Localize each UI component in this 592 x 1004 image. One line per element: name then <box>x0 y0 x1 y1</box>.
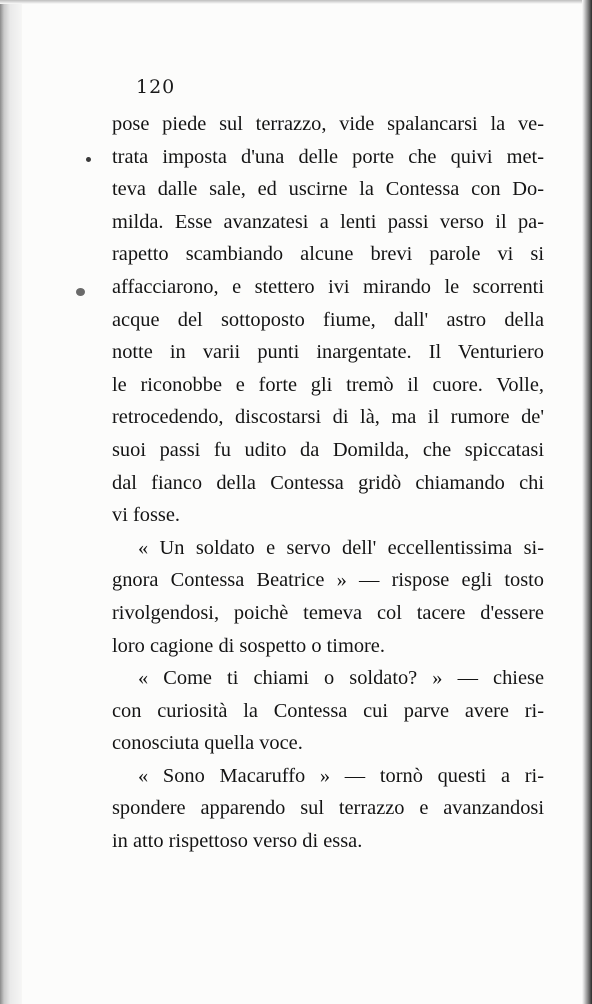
text-line: affacciarono, e stettero ivi mirando le scorrenti <box>112 275 544 298</box>
text-line: in atto rispettoso verso di essa. <box>112 830 363 853</box>
text-line: retrocedendo, discostarsi di là, ma il rumore de' <box>112 406 544 429</box>
text-line: con curiosità la Contessa cui parve avere ri- <box>112 699 544 722</box>
page-top-edge <box>0 0 592 4</box>
text-line: loro cagione di sospetto o timore. <box>112 634 385 657</box>
text-line: pose piede sul terrazzo, vide spalancarsi la ve- <box>112 113 544 135</box>
text-line: rivolgendosi, poichè temeva col tacere d'essere <box>112 601 544 624</box>
text-line: « Un soldato e servo dell' eccellentissima si- <box>138 536 544 559</box>
text-line: « Sono Macaruffo » — tornò questi a ri- <box>138 764 544 787</box>
text-line: conosciuta quella voce. <box>112 732 303 755</box>
body-text <box>112 108 544 858</box>
page-gutter-shadow <box>0 0 22 1004</box>
text-line: notte in varii punti inargentate. Il Venturiero <box>112 341 544 364</box>
text-line: gnora Contessa Beatrice » — rispose egli tosto <box>112 569 544 592</box>
page-number: 120 <box>136 76 176 98</box>
text-line: rapetto scambiando alcune brevi parole vi si <box>112 243 544 266</box>
text-line: milda. Esse avanzatesi a lenti passi verso il pa- <box>112 210 544 233</box>
text-line: dal fianco della Contessa gridò chiamando chi <box>112 471 544 494</box>
text-line: spondere apparendo sul terrazzo e avanzandosi <box>112 797 544 820</box>
text-line: vi fosse. <box>112 504 180 527</box>
text-line: « Come ti chiami o soldato? » — chiese <box>138 667 544 690</box>
text-line: suoi passi fu udito da Domilda, che spiccatasi <box>112 438 544 461</box>
text-line: acque del sottoposto fiume, dall' astro della <box>112 308 544 331</box>
ink-spot-2 <box>76 288 85 296</box>
text-line: trata imposta d'una delle porte che quivi met- <box>112 145 544 168</box>
text-line: teva dalle sale, ed uscirne la Contessa con Do- <box>112 178 544 201</box>
ink-spot-1 <box>86 157 91 162</box>
page-right-edge <box>582 0 592 1004</box>
text-line: le riconobbe e forte gli tremò il cuore. Volle, <box>112 373 544 396</box>
